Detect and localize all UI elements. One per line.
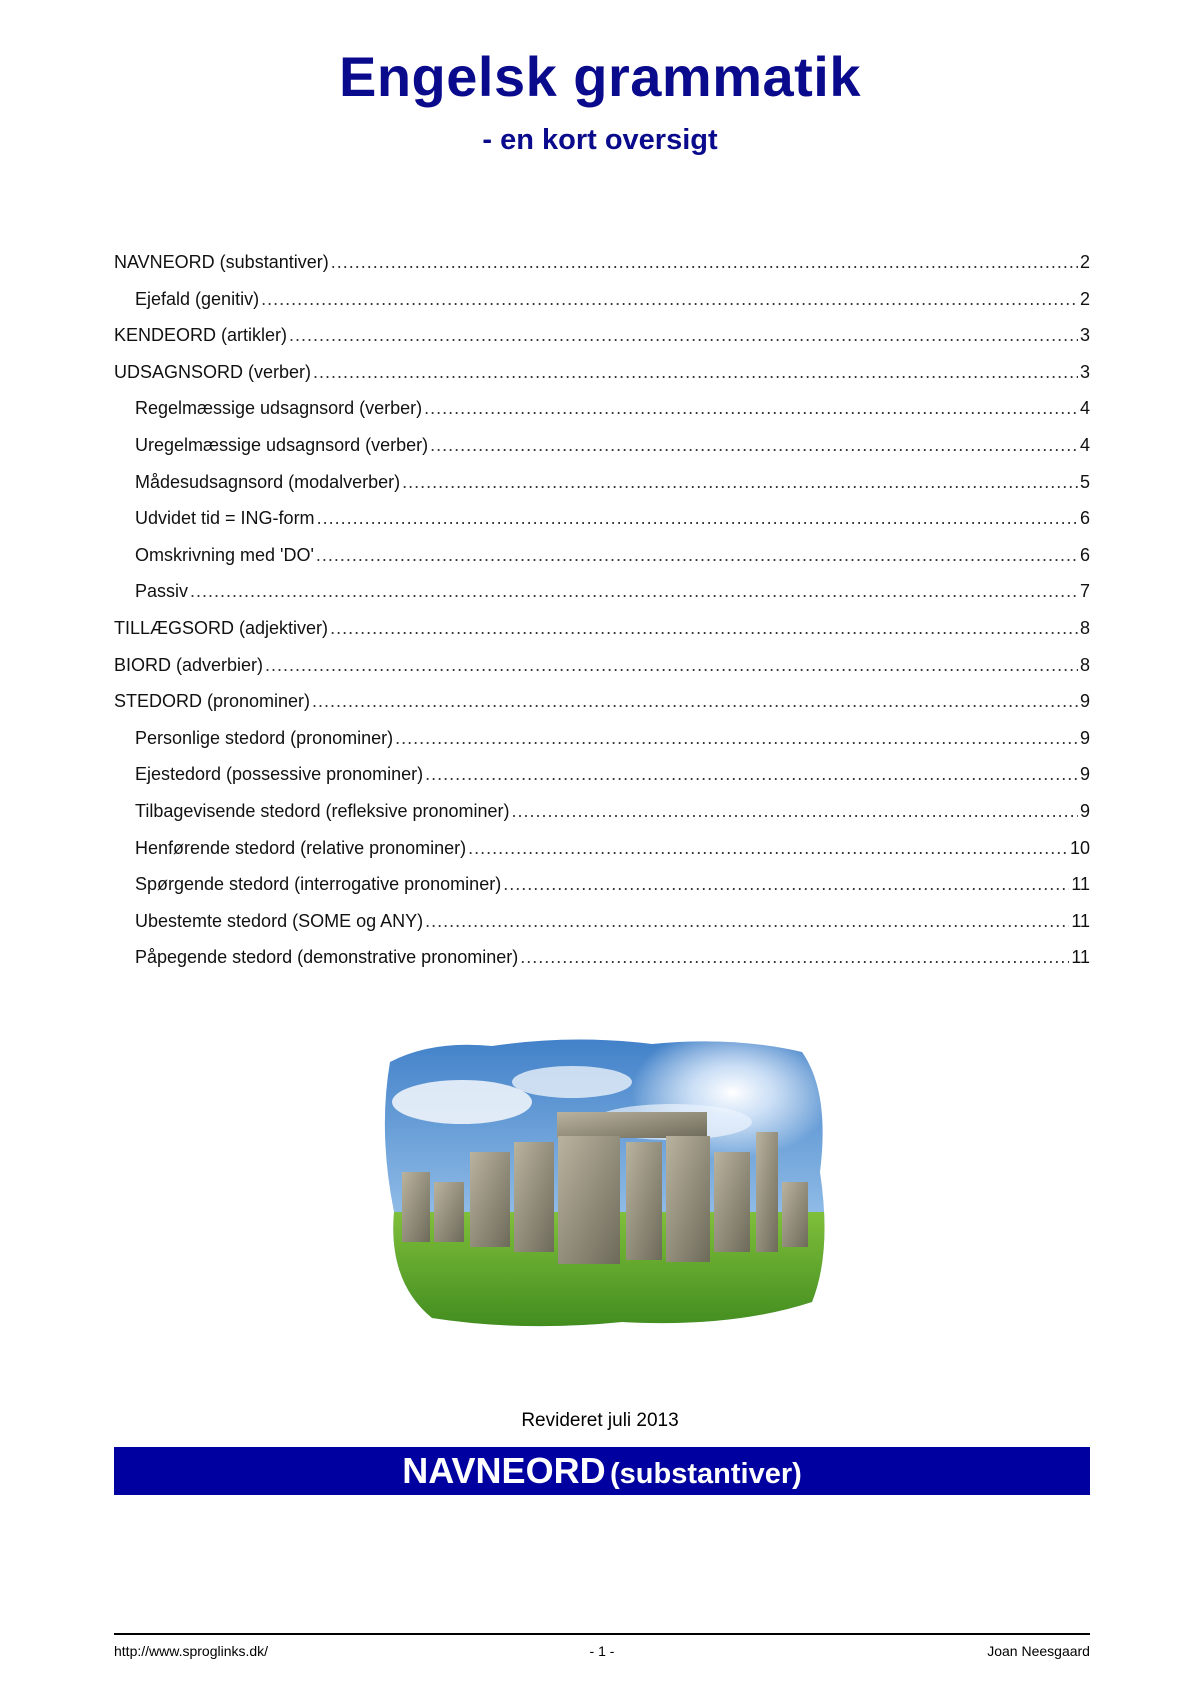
document-subtitle: - en kort oversigt	[482, 124, 718, 156]
toc-entry[interactable]	[114, 325, 1090, 362]
toc-entry-page: 9	[1079, 764, 1090, 785]
stonehenge-photo	[372, 1032, 834, 1334]
toc-entry-label: Ejefald (genitiv)	[135, 288, 260, 309]
toc-entry-label: STEDORD (pronominer)	[114, 691, 311, 712]
toc-dot-leader	[313, 362, 1078, 383]
toc-entry-label: Personlige stedord (pronominer)	[135, 727, 394, 748]
section-banner-subtitle: (substantiver)	[610, 1458, 802, 1490]
toc-entry-label: Ubestemte stedord (SOME og ANY)	[135, 910, 424, 931]
toc-dot-leader	[520, 947, 1069, 968]
toc-entry-label: BIORD (adverbier)	[114, 654, 264, 675]
toc-entry[interactable]	[114, 874, 1090, 911]
toc-dot-leader	[468, 838, 1068, 859]
toc-entry-page: 7	[1079, 581, 1090, 602]
toc-entry-page: 10	[1069, 837, 1090, 858]
toc-entry[interactable]	[114, 545, 1090, 582]
toc-dot-leader	[424, 398, 1078, 419]
toc-entry[interactable]	[114, 508, 1090, 545]
toc-dot-leader	[261, 289, 1078, 310]
toc-entry[interactable]	[114, 655, 1090, 692]
toc-entry-page: 5	[1079, 471, 1090, 492]
toc-entry-page: 4	[1079, 434, 1090, 455]
toc-entry-label: Spørgende stedord (interrogative pronominer)	[135, 874, 502, 895]
toc-entry[interactable]	[114, 838, 1090, 875]
toc-entry[interactable]	[114, 728, 1090, 765]
toc-entry-label: Påpegende stedord (demonstrative pronominer)	[135, 947, 519, 968]
toc-dot-leader	[425, 911, 1069, 932]
toc-entry[interactable]	[114, 362, 1090, 399]
toc-entry-label: Ejestedord (possessive pronominer)	[135, 764, 424, 785]
toc-entry[interactable]	[114, 581, 1090, 618]
toc-entry[interactable]	[114, 289, 1090, 326]
table-of-contents	[114, 252, 1090, 984]
toc-entry-label: Uregelmæssige udsagnsord (verber)	[135, 434, 429, 455]
toc-dot-leader	[503, 874, 1069, 895]
toc-entry-page: 2	[1079, 288, 1090, 309]
toc-entry-page: 11	[1071, 910, 1090, 931]
toc-dot-leader	[317, 508, 1078, 529]
toc-dot-leader	[425, 764, 1078, 785]
toc-dot-leader	[330, 618, 1078, 639]
toc-dot-leader	[316, 545, 1078, 566]
toc-dot-leader	[265, 655, 1078, 676]
toc-dot-leader	[402, 472, 1078, 493]
section-banner-title: NAVNEORD	[402, 1450, 606, 1491]
toc-entry-page: 8	[1079, 654, 1090, 675]
toc-entry-page: 11	[1071, 874, 1090, 895]
toc-entry[interactable]	[114, 764, 1090, 801]
toc-dot-leader	[395, 728, 1078, 749]
toc-entry-page: 8	[1079, 617, 1090, 638]
section-banner	[114, 1447, 1090, 1495]
toc-entry-label: Henførende stedord (relative pronominer)	[135, 837, 467, 858]
toc-entry[interactable]	[114, 691, 1090, 728]
toc-dot-leader	[512, 801, 1078, 822]
toc-entry-page: 11	[1071, 947, 1090, 968]
toc-entry-label: UDSAGNSORD (verber)	[114, 361, 312, 382]
toc-entry-label: Passiv	[135, 581, 189, 602]
toc-entry[interactable]	[114, 252, 1090, 289]
toc-entry-page: 3	[1079, 361, 1090, 382]
toc-entry[interactable]	[114, 801, 1090, 838]
toc-dot-leader	[190, 581, 1078, 602]
toc-entry[interactable]	[114, 398, 1090, 435]
toc-entry-label: TILLÆGSORD (adjektiver)	[114, 617, 329, 638]
toc-entry-label: Mådesudsagnsord (modalverber)	[135, 471, 401, 492]
toc-entry-page: 3	[1079, 325, 1090, 346]
toc-entry[interactable]	[114, 618, 1090, 655]
toc-entry-label: Regelmæssige udsagnsord (verber)	[135, 398, 423, 419]
toc-entry[interactable]	[114, 472, 1090, 509]
toc-entry[interactable]	[114, 911, 1090, 948]
toc-entry-page: 2	[1079, 252, 1090, 272]
toc-entry-label: Omskrivning med 'DO'	[135, 544, 314, 565]
toc-entry[interactable]	[114, 435, 1090, 472]
footer-page-number: - 1 -	[589, 1643, 615, 1659]
toc-entry-label: KENDEORD (artikler)	[114, 325, 288, 346]
page-footer	[114, 1643, 1090, 1659]
toc-dot-leader	[430, 435, 1078, 456]
toc-entry-page: 9	[1079, 691, 1090, 712]
document-title: Engelsk grammatik	[338, 45, 862, 108]
toc-entry-label: NAVNEORD (substantiver)	[114, 252, 329, 272]
toc-entry-label: Tilbagevisende stedord (refleksive pronominer)	[135, 800, 510, 821]
footer-divider	[114, 1633, 1090, 1635]
toc-entry-page: 6	[1079, 544, 1090, 565]
toc-dot-leader	[331, 252, 1078, 273]
toc-entry-page: 4	[1079, 398, 1090, 419]
footer-author: Joan Neesgaard	[987, 1643, 1090, 1659]
toc-entry[interactable]	[114, 947, 1090, 984]
toc-entry-page: 9	[1079, 800, 1090, 821]
toc-entry-label: Udvidet tid = ING-form	[135, 508, 315, 529]
toc-dot-leader	[289, 325, 1078, 346]
toc-dot-leader	[312, 691, 1078, 712]
footer-url[interactable]: http://www.sproglinks.dk/	[114, 1643, 269, 1659]
toc-entry-page: 9	[1079, 727, 1090, 748]
toc-entry-page: 6	[1079, 508, 1090, 529]
revision-date: Revideret juli 2013	[521, 1410, 679, 1431]
